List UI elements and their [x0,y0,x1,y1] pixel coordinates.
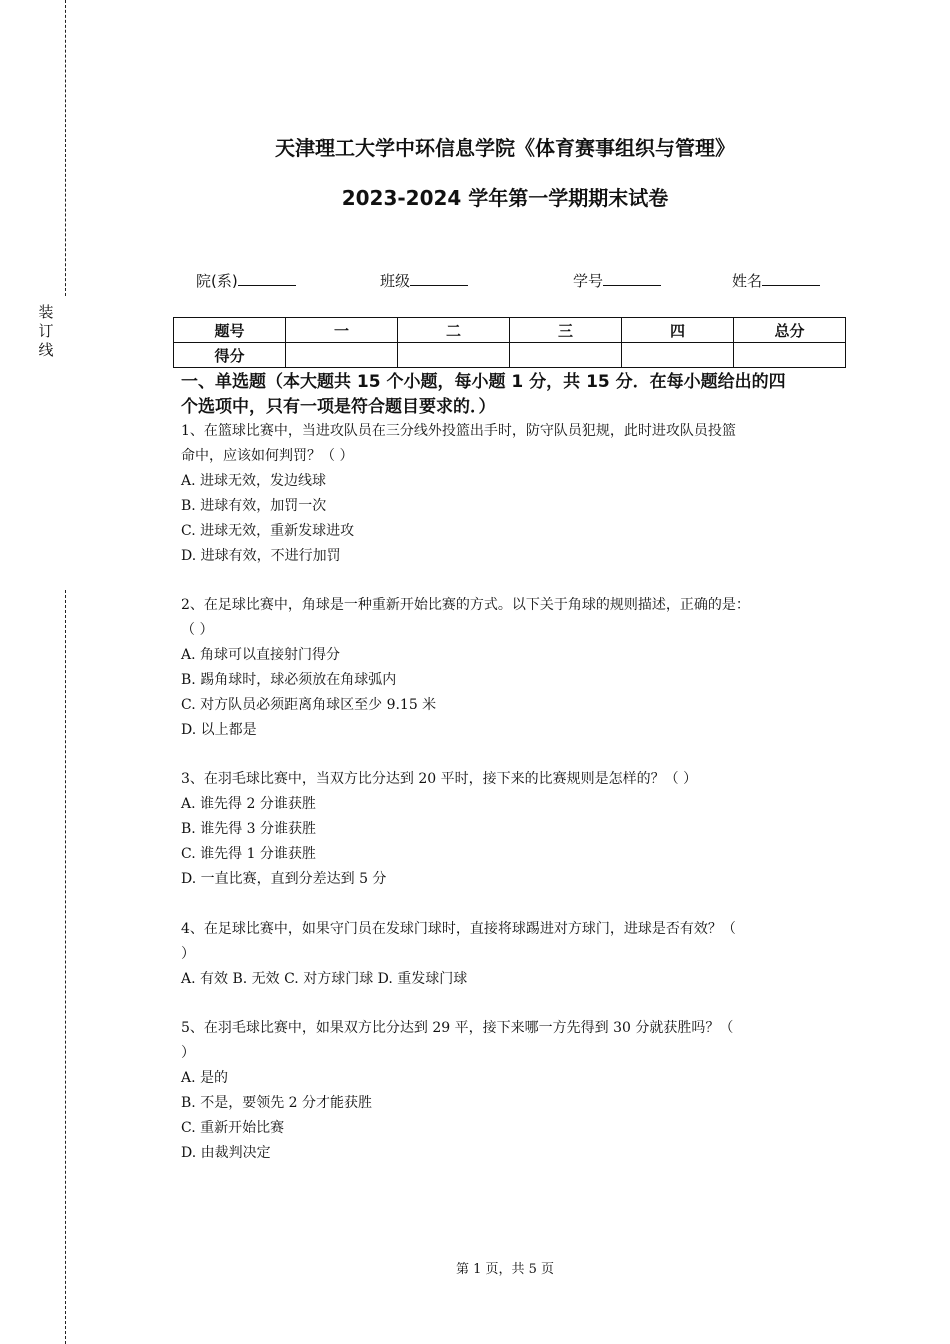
question-stem: ） [181,1045,195,1061]
score-table [173,317,846,368]
score-input-cell[interactable] [622,343,734,368]
class-field[interactable] [380,270,468,291]
class-label: 班级 [380,272,411,290]
score-cell: 四 [622,318,734,343]
name-field[interactable] [732,270,820,291]
question-stem: 命中，应该如何判罚？（ ） [181,448,354,464]
dept-blank[interactable] [238,270,296,286]
score-cell: 三 [510,318,622,343]
option: D. 以上都是 [181,722,257,738]
score-cell: 二 [398,318,510,343]
question-1 [181,419,851,569]
page-footer: 第 1 页，共 5 页 [455,1262,555,1277]
option: C. 对方队员必须距离角球区至少 9.15 米 [181,697,437,713]
option: B. 踢角球时，球必须放在角球弧内 [181,672,397,688]
exam-title-line2: 2023-2024 学年第一学期期末试卷 [341,186,669,210]
binding-char: 装 [38,303,54,321]
section-heading-line: 一、单选题（本大题共 15 个小题，每小题 1 分，共 15 分．在每小题给出的四 [181,372,786,392]
score-table-header-row [174,318,846,343]
student-id-label: 学号 [573,272,604,290]
option: D. 一直比赛，直到分差达到 5 分 [181,871,387,887]
section-heading [181,370,841,420]
section-heading-line: 个选项中，只有一项是符合题目要求的．） [181,397,496,417]
option: C. 进球无效，重新发球进攻 [181,523,355,539]
option: C. 谁先得 1 分谁获胜 [181,846,316,862]
option: C. 重新开始比赛 [181,1120,285,1136]
binding-dashed-line-bottom [65,590,66,1344]
score-cell: 得分 [174,343,286,368]
score-input-cell[interactable] [286,343,398,368]
option: B. 不是，要领先 2 分才能获胜 [181,1095,372,1111]
binding-char: 订 [38,322,54,340]
question-stem: （ ） [181,622,214,638]
option: D. 进球有效，不进行加罚 [181,548,341,564]
score-table-score-row [174,343,846,368]
question-stem: 3、在羽毛球比赛中，当双方比分达到 20 平时，接下来的比赛规则是怎样的？（ ） [181,771,698,787]
option: A. 谁先得 2 分谁获胜 [181,796,316,812]
option: A. 是的 [181,1070,229,1086]
question-stem: 1、在篮球比赛中，当进攻队员在三分线外投篮出手时，防守队员犯规，此时进攻队员投篮 [181,423,736,439]
question-stem: 5、在羽毛球比赛中，如果双方比分达到 29 平，接下来哪一方先得到 30 分就获胜吗？（ [181,1020,734,1036]
option: B. 谁先得 3 分谁获胜 [181,821,316,837]
question-3 [181,767,851,892]
option: A. 有效 B. 无效 C. 对方球门球 D. 重发球门球 [181,971,468,987]
name-label: 姓名 [732,272,763,290]
student-info-row [0,270,950,292]
binding-char: 线 [38,341,54,359]
score-input-cell[interactable] [510,343,622,368]
score-input-cell[interactable] [734,343,846,368]
dept-label: 院(系) [196,272,238,290]
score-cell: 题号 [174,318,286,343]
option: B. 进球有效，加罚一次 [181,498,327,514]
exam-title-line1: 天津理工大学中环信息学院《体育赛事组织与管理》 [275,136,735,160]
class-blank[interactable] [410,270,468,286]
option: D. 由裁判决定 [181,1145,271,1161]
question-stem: ） [181,946,195,962]
option: A. 进球无效，发边线球 [181,473,327,489]
student-id-blank[interactable] [603,270,661,286]
dept-field[interactable] [196,270,296,291]
question-4 [181,917,851,992]
question-2 [181,593,851,743]
binding-label [38,303,54,360]
score-input-cell[interactable] [398,343,510,368]
name-blank[interactable] [762,270,820,286]
score-cell: 一 [286,318,398,343]
question-5 [181,1016,851,1166]
student-id-field[interactable] [573,270,661,291]
question-stem: 4、在足球比赛中，如果守门员在发球门球时，直接将球踢进对方球门，进球是否有效？（ [181,921,736,937]
question-stem: 2、在足球比赛中，角球是一种重新开始比赛的方式。以下关于角球的规则描述，正确的是： [181,597,750,613]
score-cell: 总分 [734,318,846,343]
option: A. 角球可以直接射门得分 [181,647,341,663]
